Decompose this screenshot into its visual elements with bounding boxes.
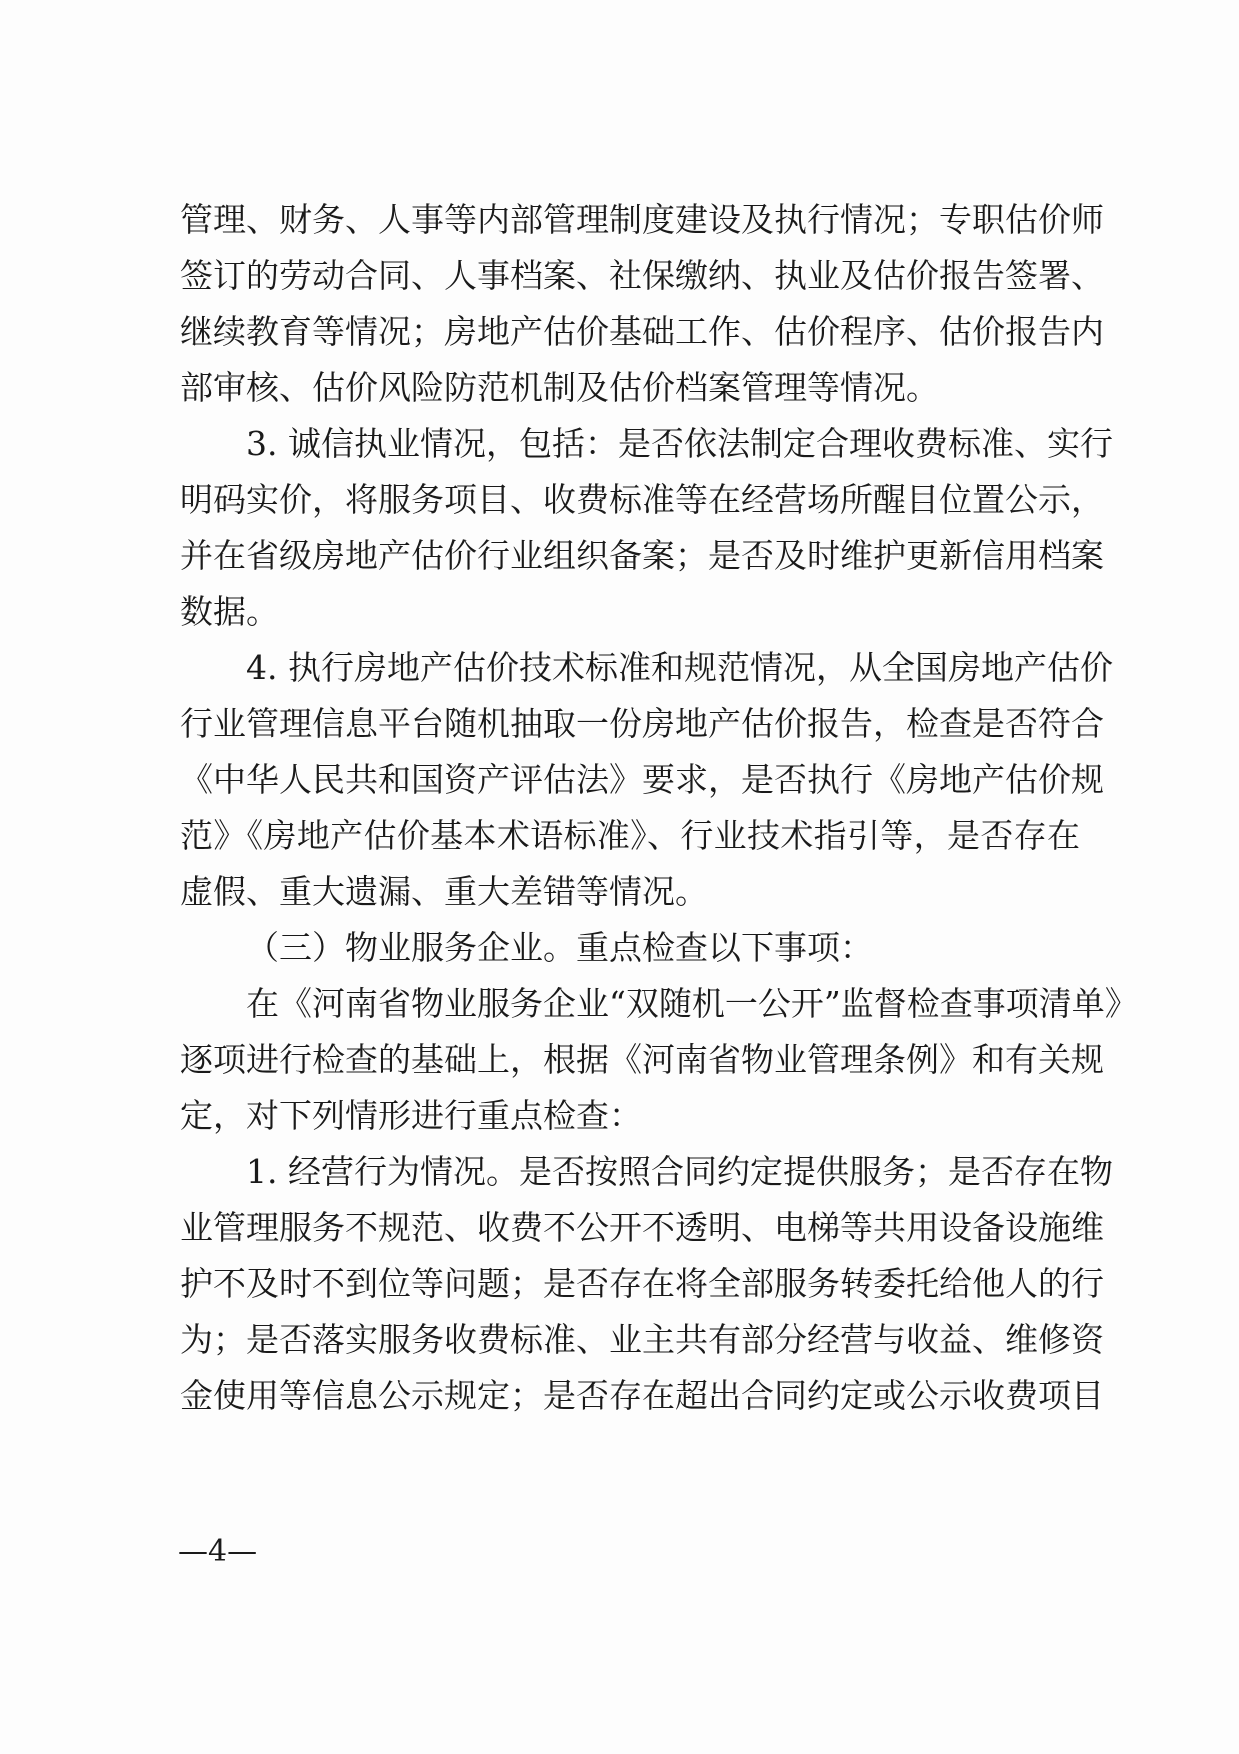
text-line: 虚假、重大遗漏、重大差错等情况。 [180, 872, 708, 911]
text-line: 逐项进行检查的基础上，根据《河南省物业管理条例》和有关规 [180, 1040, 1104, 1079]
page-number: —4— [178, 1534, 258, 1569]
text-line: 1. 经营行为情况。是否按照合同约定提供服务；是否存在物 [246, 1152, 1113, 1191]
text-line: 继续教育等情况；房地产估价基础工作、估价程序、估价报告内 [180, 312, 1104, 351]
text-line: 范》《房地产估价基本术语标准》、行业技术指引等，是否存在 [180, 816, 1080, 855]
text-line: 在《河南省物业服务企业“双随机一公开”监督检查事项清单》 [246, 984, 1138, 1023]
text-line: 行业管理信息平台随机抽取一份房地产估价报告，检查是否符合 [180, 704, 1104, 743]
section-heading: （三）物业服务企业。重点检查以下事项： [246, 928, 873, 967]
text-line: 为；是否落实服务收费标准、业主共有部分经营与收益、维修资 [180, 1320, 1104, 1359]
text-line: 并在省级房地产估价行业组织备案；是否及时维护更新信用档案 [180, 536, 1104, 575]
text-line: 定，对下列情形进行重点检查： [180, 1096, 642, 1135]
text-line: 4. 执行房地产估价技术标准和规范情况，从全国房地产估价 [246, 648, 1113, 687]
text-line: 护不及时不到位等问题；是否存在将全部服务转委托给他人的行 [180, 1264, 1104, 1303]
text-line: 3. 诚信执业情况，包括：是否依法制定合理收费标准、实行 [246, 424, 1113, 463]
text-line: 管理、财务、人事等内部管理制度建设及执行情况；专职估价师 [180, 200, 1104, 239]
text-line: 数据。 [180, 592, 279, 631]
text-line: 明码实价，将服务项目、收费标准等在经营场所醒目位置公示， [180, 480, 1104, 519]
text-line: 签订的劳动合同、人事档案、社保缴纳、执业及估价报告签署、 [180, 256, 1104, 295]
text-line: 部审核、估价风险防范机制及估价档案管理等情况。 [180, 368, 939, 407]
text-line: 业管理服务不规范、收费不公开不透明、电梯等共用设备设施维 [180, 1208, 1104, 1247]
text-line: 金使用等信息公示规定；是否存在超出合同约定或公示收费项目 [180, 1376, 1104, 1415]
text-line: 《中华人民共和国资产评估法》要求，是否执行《房地产估价规 [180, 760, 1104, 799]
